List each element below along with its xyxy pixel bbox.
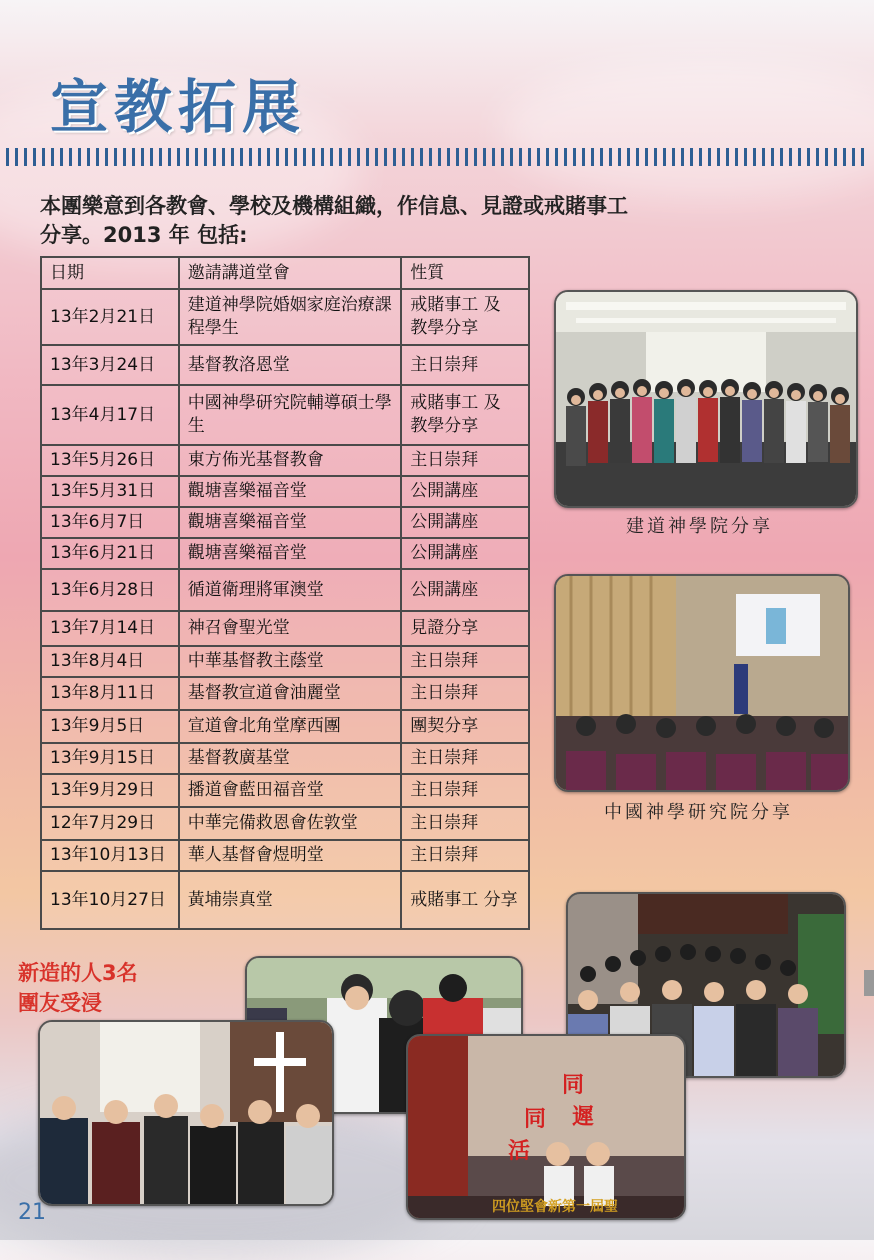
photo-group-cross	[38, 1020, 334, 1206]
cell-date: 13年3月24日	[41, 345, 179, 385]
cell-church: 基督教宣道會油麗堂	[179, 677, 402, 710]
cell-type: 團契分享	[401, 710, 529, 743]
cell-church: 中華完備救恩會佐敦堂	[179, 807, 402, 840]
cell-type: 主日崇拜	[401, 677, 529, 710]
table-row	[41, 743, 529, 774]
cell-type: 見證分享	[401, 611, 529, 646]
cell-church: 華人基督會煜明堂	[179, 840, 402, 871]
cell-church: 播道會藍田福音堂	[179, 774, 402, 807]
banner-word-2: 活	[508, 1139, 531, 1164]
schedule-table	[40, 256, 530, 930]
baptism-caption	[18, 958, 138, 1018]
decorative-rule	[6, 148, 868, 166]
banner-bottom-text: 四位堅會新第一屆聖	[492, 1199, 618, 1215]
cell-type: 公開講座	[401, 507, 529, 538]
baptism-line-2: 團友受浸	[18, 991, 102, 1015]
cell-date: 12年7月29日	[41, 807, 179, 840]
cell-type: 主日崇拜	[401, 807, 529, 840]
table-row	[41, 710, 529, 743]
cross-icon	[276, 1032, 284, 1112]
table-row	[41, 807, 529, 840]
cell-church: 東方佈光基督教會	[179, 445, 402, 476]
photo-lecture-hall	[554, 574, 850, 792]
intro-line-2: 分享。2013 年 包括:	[40, 223, 248, 247]
background-cloud	[500, 60, 874, 200]
baptism-line-1: 新造的人3名	[18, 961, 138, 985]
banner-word-3: 同	[524, 1107, 547, 1132]
table-row	[41, 611, 529, 646]
cell-church: 觀塘喜樂福音堂	[179, 538, 402, 569]
cell-date: 13年5月26日	[41, 445, 179, 476]
table-row	[41, 840, 529, 871]
cell-date: 13年6月28日	[41, 569, 179, 611]
intro-paragraph	[40, 192, 800, 250]
table-row	[41, 538, 529, 569]
table-row	[41, 289, 529, 345]
cell-type: 戒賭事工 及 教學分享	[401, 385, 529, 445]
group-photo-illustration	[556, 292, 856, 506]
photo-seminary-group	[554, 290, 858, 508]
cell-date: 13年10月27日	[41, 871, 179, 929]
cell-date: 13年9月15日	[41, 743, 179, 774]
cell-type: 主日崇拜	[401, 743, 529, 774]
header-date: 日期	[41, 257, 179, 289]
caption-cgst: 中國神學研究院分享	[604, 802, 793, 823]
cell-church: 建道神學院婚姻家庭治療課程學生	[179, 289, 402, 345]
cell-date: 13年8月4日	[41, 646, 179, 677]
photo-baptism-ceremony	[406, 1034, 686, 1220]
page-number: 21	[18, 1200, 46, 1225]
cell-type: 主日崇拜	[401, 774, 529, 807]
table-row	[41, 385, 529, 445]
cell-type: 公開講座	[401, 569, 529, 611]
cell-type: 主日崇拜	[401, 840, 529, 871]
caption-seminary: 建道神學院分享	[626, 516, 773, 537]
cell-type: 戒賭事工 分享	[401, 871, 529, 929]
cell-church: 黃埔崇真堂	[179, 871, 402, 929]
cell-type: 主日崇拜	[401, 445, 529, 476]
lecture-photo-illustration	[556, 576, 848, 790]
page-edge-tab	[864, 970, 874, 996]
table-row	[41, 569, 529, 611]
cell-church: 中華基督教主蔭堂	[179, 646, 402, 677]
banner-word-4: 遲	[572, 1105, 595, 1130]
page-title: 宣教拓展	[50, 73, 307, 141]
cell-church: 宣道會北角堂摩西團	[179, 710, 402, 743]
cell-type: 戒賭事工 及 教學分享	[401, 289, 529, 345]
cell-church: 循道衛理將軍澳堂	[179, 569, 402, 611]
cell-date: 13年8月11日	[41, 677, 179, 710]
table-row	[41, 507, 529, 538]
intro-line-1: 本團樂意到各教會、學校及機構組織，作信息、見證或戒賭事工	[40, 194, 628, 218]
cell-type: 主日崇拜	[401, 345, 529, 385]
banner-word-1: 同	[562, 1073, 585, 1098]
header-church: 邀請講道堂會	[179, 257, 402, 289]
cell-date: 13年9月29日	[41, 774, 179, 807]
cell-type: 公開講座	[401, 538, 529, 569]
cell-type: 主日崇拜	[401, 646, 529, 677]
cell-date: 13年7月14日	[41, 611, 179, 646]
cross-group-illustration	[40, 1022, 332, 1204]
cell-date: 13年4月17日	[41, 385, 179, 445]
table-row	[41, 445, 529, 476]
table-header-row	[41, 257, 529, 289]
header-type: 性質	[401, 257, 529, 289]
table-row	[41, 476, 529, 507]
cell-church: 觀塘喜樂福音堂	[179, 507, 402, 538]
cell-church: 神召會聖光堂	[179, 611, 402, 646]
cell-date: 13年9月5日	[41, 710, 179, 743]
cell-church: 基督教洛恩堂	[179, 345, 402, 385]
table-row	[41, 677, 529, 710]
cell-date: 13年5月31日	[41, 476, 179, 507]
cell-church: 觀塘喜樂福音堂	[179, 476, 402, 507]
cell-date: 13年6月21日	[41, 538, 179, 569]
table-row	[41, 774, 529, 807]
cell-date: 13年2月21日	[41, 289, 179, 345]
table-row	[41, 345, 529, 385]
cell-type: 公開講座	[401, 476, 529, 507]
cell-date: 13年6月7日	[41, 507, 179, 538]
table-row	[41, 646, 529, 677]
table-row	[41, 871, 529, 929]
cell-church: 基督教廣基堂	[179, 743, 402, 774]
cell-church: 中國神學研究院輔導碩士學生	[179, 385, 402, 445]
cell-date: 13年10月13日	[41, 840, 179, 871]
